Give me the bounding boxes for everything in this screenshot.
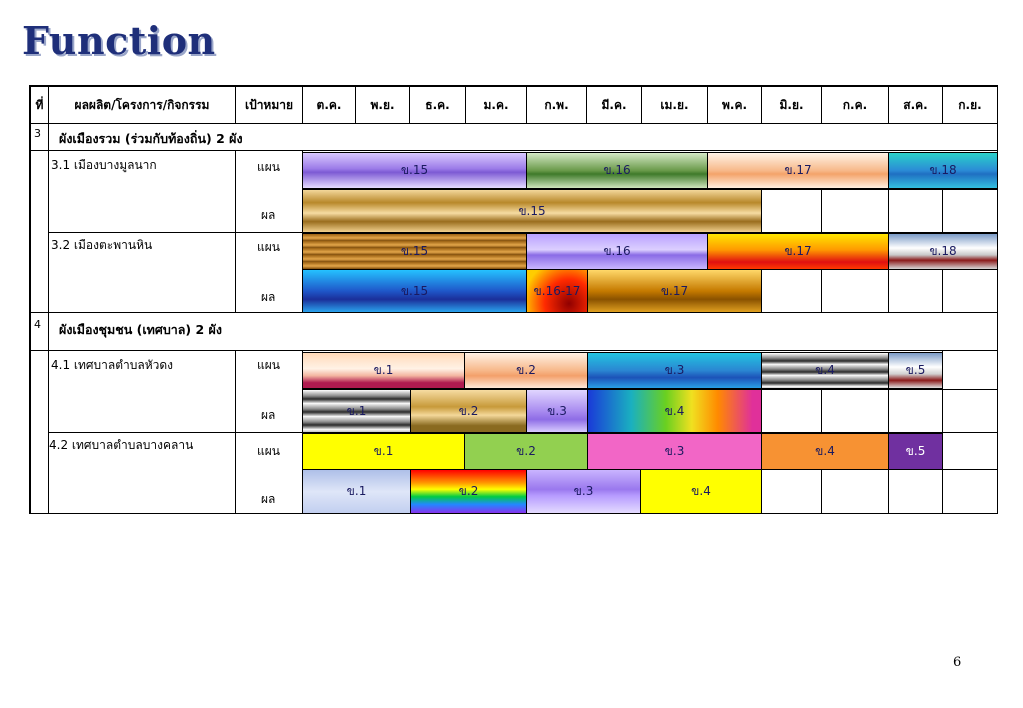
section-no: 3 <box>34 127 41 140</box>
cell-line <box>761 389 998 390</box>
result-bar: ข.15 <box>302 269 527 313</box>
result-bar: ข.2 <box>410 469 527 514</box>
item-name: 3.2 เมืองตะพานหิน <box>51 238 153 252</box>
header-month: พ.ย. <box>370 98 395 112</box>
cell-line <box>942 269 943 313</box>
cell-line <box>942 189 943 233</box>
plan-bar: ข.17 <box>707 152 889 189</box>
plan-bar: ข.1 <box>302 433 465 470</box>
cell-line <box>888 269 889 313</box>
result-bar: ข.15 <box>302 189 762 233</box>
result-bar: ข.4 <box>587 389 762 433</box>
section-label: ผังเมืองชุมชน (เทศบาล) 2 ผัง <box>59 322 222 337</box>
result-bar: ข.1 <box>302 389 411 433</box>
result-bar: ข.3 <box>526 469 641 514</box>
header-month: มี.ค. <box>601 98 627 112</box>
item-name: 4.2 เทศบาลตำบลบางคลาน <box>49 438 194 452</box>
section-label: ผังเมืองรวม (ร่วมกับท้องถิ่น) 2 ผัง <box>59 131 243 146</box>
header-divider <box>29 123 998 124</box>
plan-label: แผน <box>257 240 280 254</box>
header-target: เป้าหมาย <box>244 98 294 112</box>
page-number: 6 <box>953 655 962 670</box>
result-bar: ข.1 <box>302 469 411 514</box>
plan-bar: ข.18 <box>888 152 998 189</box>
section3-divider <box>29 150 998 151</box>
cell-line <box>942 469 943 514</box>
result-label: ผล <box>261 492 276 506</box>
plan-bar: ข.3 <box>587 352 762 389</box>
plan-bar: ข.1 <box>302 352 465 389</box>
header-item: ผลผลิต/โครงการ/กิจกรรม <box>74 98 210 112</box>
plan-bar: ข.2 <box>464 433 588 470</box>
header-month: พ.ค. <box>721 98 748 112</box>
result-bar: ข.3 <box>526 389 588 433</box>
section4-divider <box>29 350 998 351</box>
header-month: ต.ค. <box>316 98 342 112</box>
plan-bar: ข.2 <box>464 352 588 389</box>
cell-line <box>888 389 889 433</box>
plan-bar: ข.15 <box>302 152 527 189</box>
header-month: ม.ค. <box>483 98 509 112</box>
cell-line <box>942 389 943 433</box>
plan-label: แผน <box>257 444 280 458</box>
header-month: ก.ค. <box>842 98 868 112</box>
result-bar: ข.17 <box>587 269 762 313</box>
header-month: ส.ค. <box>903 98 928 112</box>
item-name: 3.1 เมืองบางมูลนาก <box>51 158 157 172</box>
header-month: เม.ย. <box>660 98 689 112</box>
plan-bar: ข.16 <box>526 152 708 189</box>
section-no: 4 <box>34 318 41 331</box>
table-border-top <box>29 85 998 87</box>
cell-line <box>821 189 822 233</box>
page-title: Function <box>22 18 216 63</box>
result-bar: ข.16-17 <box>526 269 588 313</box>
plan-bar: ข.3 <box>587 433 762 470</box>
col-item-line-s3 <box>235 150 236 313</box>
header-no: ที่ <box>35 98 44 112</box>
plan-bar: ข.5 <box>888 433 943 470</box>
plan-bar: ข.4 <box>761 433 889 470</box>
plan-bar: ข.18 <box>888 233 998 270</box>
header-month: ก.พ. <box>544 98 569 112</box>
cell-line <box>888 189 889 233</box>
cell-line <box>888 469 889 514</box>
plan-bar: ข.15 <box>302 233 527 270</box>
cell-line <box>821 469 822 514</box>
plan-label: แผน <box>257 160 280 174</box>
header-month: ก.ย. <box>958 98 982 112</box>
result-bar: ข.4 <box>640 469 762 514</box>
plan-bar: ข.5 <box>888 352 943 389</box>
schedule-table <box>29 85 998 514</box>
result-label: ผล <box>261 408 276 422</box>
plan-bar: ข.4 <box>761 352 889 389</box>
cell-line <box>821 389 822 433</box>
cell-line <box>821 269 822 313</box>
header-month: ธ.ค. <box>425 98 450 112</box>
item-name: 4.1 เทศบาลตำบลหัวดง <box>51 358 174 372</box>
result-bar: ข.2 <box>410 389 527 433</box>
result-label: ผล <box>261 290 276 304</box>
header-month: มิ.ย. <box>779 98 804 112</box>
col-item-line-s4 <box>235 350 236 514</box>
plan-bar: ข.17 <box>707 233 889 270</box>
result-label: ผล <box>261 208 276 222</box>
plan-bar: ข.16 <box>526 233 708 270</box>
cell-line <box>761 189 998 190</box>
plan-label: แผน <box>257 358 280 372</box>
